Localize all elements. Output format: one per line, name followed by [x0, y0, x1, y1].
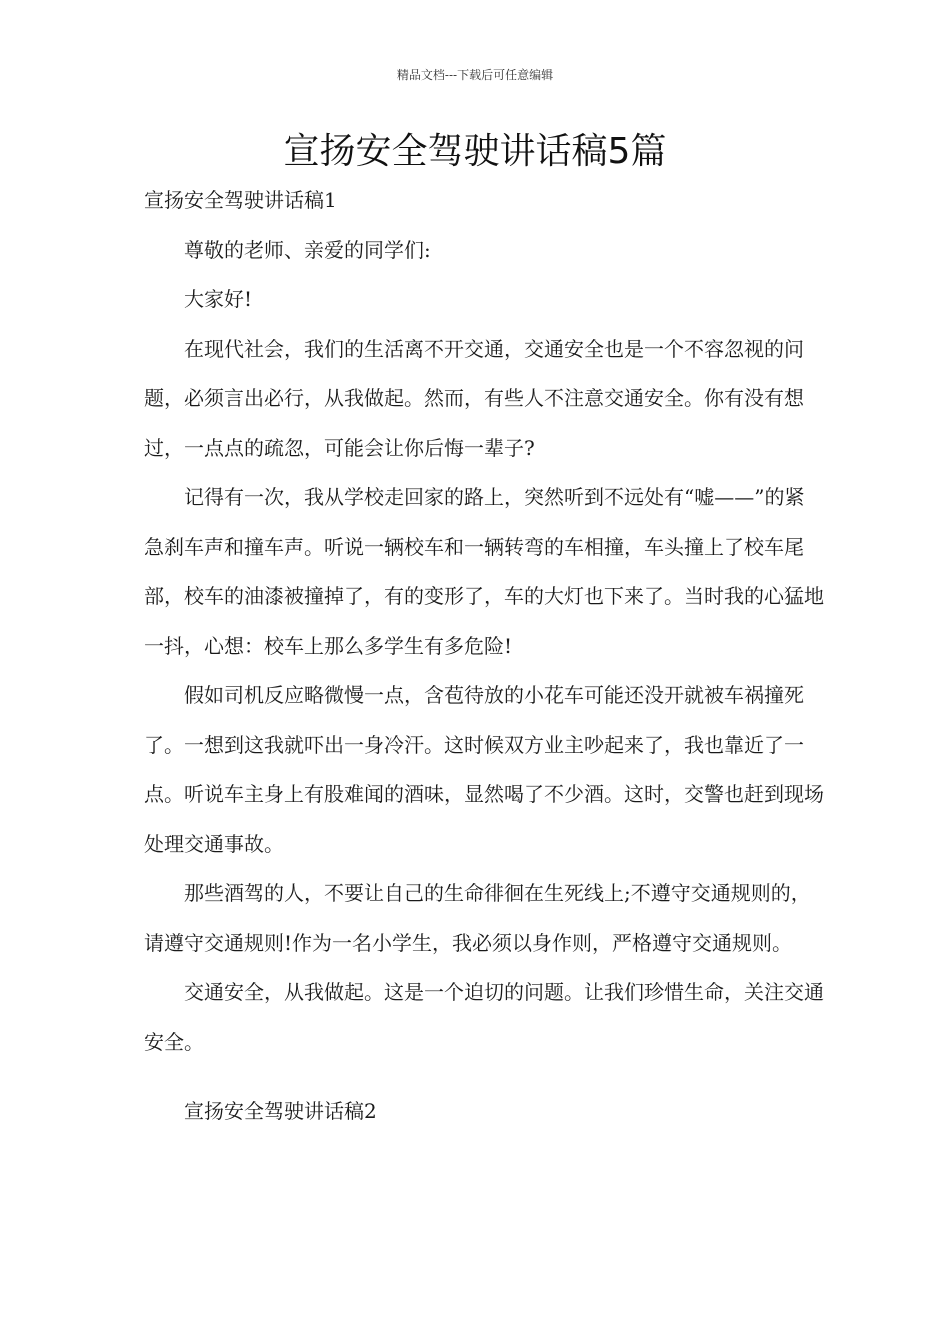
body-paragraph-2: 记得有一次，我从学校走回家的路上，突然听到不远处有“嘘——”的紧急刹车声和撞车声。听说一辆校车和一辆转弯的车相撞，车头撞上了校车尾部，校车的油漆被撞掉了，有的变形了，车的大灯也下来了。当时我的心猛地一抖，心想：校车上那么多学生有多危险!: [144, 485, 824, 658]
section-heading-2: 宣扬安全驾驶讲话稿2: [184, 1099, 377, 1123]
header-note: 精品文档---下载后可任意编辑: [396, 68, 554, 82]
greeting-paragraph: 尊敬的老师、亲爱的同学们:: [184, 237, 431, 262]
document-body: [144, 176, 824, 1137]
document-title: 宣扬安全驾驶讲话稿5篇: [283, 131, 667, 172]
hello-paragraph: 大家好!: [184, 287, 253, 311]
body-paragraph-3: 假如司机反应略微慢一点，含苞待放的小花车可能还没开就被车祸撞死了。一想到这我就吓出一身冷汗。这时候双方业主吵起来了，我也靠近了一点。听说车主身上有股难闻的酒味，显然喝了不少酒。这时，交警也赶到现场处理交通事故。: [144, 683, 824, 856]
body-paragraph-4: 那些酒驾的人，不要让自己的生命徘徊在生死线上;不遵守交通规则的，请遵守交通规则!作为一名小学生，我必须以身作则，严格遵守交通规则。: [144, 881, 811, 955]
body-paragraph-5: 交通安全，从我做起。这是一个迫切的问题。让我们珍惜生命，关注交通安全。: [144, 980, 824, 1054]
body-paragraph-1: 在现代社会，我们的生活离不开交通，交通安全也是一个不容忽视的问题，必须言出必行，从我做起。然而，有些人不注意交通安全。你有没有想过，一点点的疏忽，可能会让你后悔一辈子?: [144, 336, 804, 460]
section-heading-1: 宣扬安全驾驶讲话稿1: [144, 188, 337, 212]
